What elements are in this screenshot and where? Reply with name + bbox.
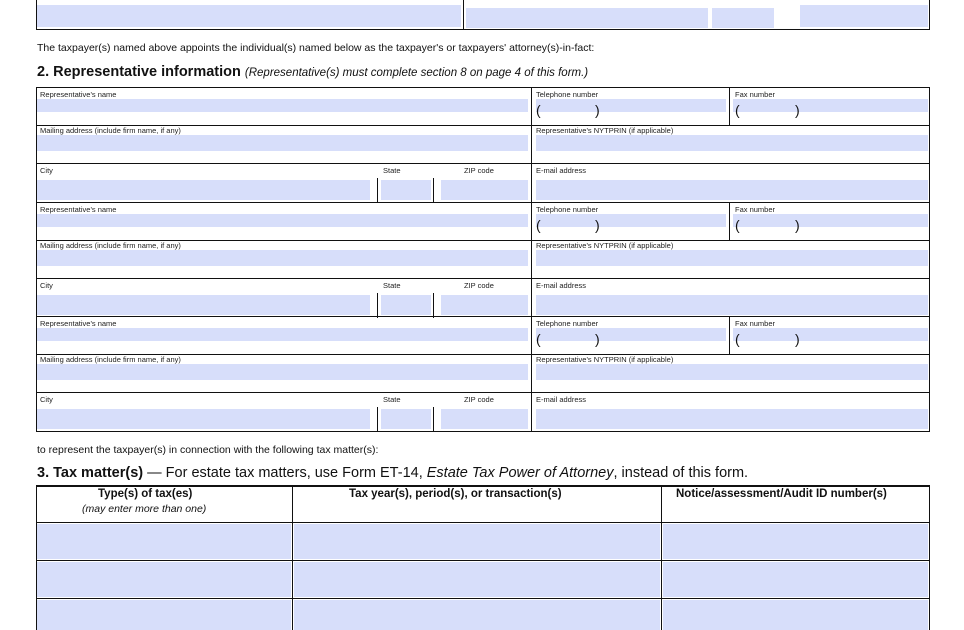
rep-fax-label: Fax number bbox=[735, 205, 776, 214]
tax-matter-row bbox=[0, 560, 964, 598]
rep-fax-field[interactable] bbox=[733, 328, 928, 341]
divider bbox=[531, 202, 532, 318]
divider bbox=[661, 485, 662, 630]
rep-zip-label: ZIP code bbox=[464, 281, 494, 290]
fax-paren-close: ) bbox=[795, 217, 800, 233]
tax-type-field[interactable] bbox=[37, 600, 291, 630]
rep-telephone-label: Telephone number bbox=[536, 319, 599, 328]
rep-zip-label: ZIP code bbox=[464, 166, 494, 175]
phone-paren-open: ( bbox=[536, 217, 541, 233]
section3-title: 3. Tax matter(s) bbox=[37, 465, 144, 481]
notice-number-field[interactable] bbox=[663, 562, 928, 597]
divider bbox=[292, 485, 293, 630]
rep-fax-label: Fax number bbox=[735, 90, 776, 99]
divider bbox=[729, 202, 730, 240]
rep-telephone-field[interactable] bbox=[536, 99, 726, 112]
rep-state-label: State bbox=[383, 395, 401, 404]
rep-email-label: E-mail address bbox=[536, 281, 587, 290]
section3-heading bbox=[37, 465, 748, 481]
divider bbox=[929, 202, 930, 318]
divider bbox=[36, 392, 930, 393]
rep-city-label: City bbox=[40, 166, 53, 175]
rep-nytprin-field[interactable] bbox=[536, 364, 928, 380]
tax-type-field[interactable] bbox=[37, 524, 291, 559]
section2-title: 2. Representative information bbox=[37, 64, 241, 80]
rep-zip-field[interactable] bbox=[441, 295, 528, 315]
intro-text: The taxpayer(s) named above appoints the individual(s) named below as the taxpayer's or taxpayers' attorney(s)-in-fact: bbox=[37, 42, 595, 54]
rep-nytprin-label: Representative's NYTPRIN (if applicable) bbox=[536, 355, 674, 364]
divider bbox=[36, 316, 930, 317]
rep-city-field[interactable] bbox=[37, 409, 370, 429]
divider bbox=[433, 407, 434, 432]
rep-mailing-label: Mailing address (include firm name, if any) bbox=[40, 126, 181, 135]
divider bbox=[433, 293, 434, 318]
rep-name-field[interactable] bbox=[37, 99, 528, 112]
phone-paren-open: ( bbox=[536, 102, 541, 118]
divider bbox=[36, 240, 930, 241]
rep-state-field[interactable] bbox=[381, 295, 431, 315]
divider bbox=[36, 202, 930, 203]
divider bbox=[36, 316, 37, 432]
divider bbox=[36, 29, 930, 30]
divider bbox=[36, 485, 37, 630]
rep-email-field[interactable] bbox=[536, 295, 928, 315]
notice-number-field[interactable] bbox=[663, 524, 928, 559]
representative-block bbox=[0, 202, 964, 318]
fax-paren-close: ) bbox=[795, 102, 800, 118]
section2-note: (Representative(s) must complete section 8 on page 4 of this form.) bbox=[244, 67, 589, 79]
divider bbox=[377, 178, 378, 203]
rep-zip-field[interactable] bbox=[441, 409, 528, 429]
phone-paren-close: ) bbox=[595, 331, 600, 347]
divider bbox=[929, 316, 930, 432]
divider bbox=[729, 316, 730, 354]
rep-state-field[interactable] bbox=[381, 180, 431, 200]
rep-fax-field[interactable] bbox=[733, 214, 928, 227]
rep-name-field[interactable] bbox=[37, 214, 528, 227]
divider bbox=[433, 178, 434, 203]
phone-paren-close: ) bbox=[595, 102, 600, 118]
fax-paren-open: ( bbox=[735, 102, 740, 118]
section3-form-title: Estate Tax Power of Attorney bbox=[426, 465, 614, 481]
col-header-tax-period: Tax year(s), period(s), or transaction(s) bbox=[349, 488, 562, 500]
notice-number-field[interactable] bbox=[663, 600, 928, 630]
rep-name-label: Representative's name bbox=[40, 319, 117, 328]
rep-mailing-label: Mailing address (include firm name, if any) bbox=[40, 355, 181, 364]
rep-name-label: Representative's name bbox=[40, 205, 117, 214]
divider bbox=[36, 485, 930, 487]
divider bbox=[36, 0, 37, 29]
rep-city-field[interactable] bbox=[37, 180, 370, 200]
divider bbox=[36, 278, 930, 279]
divider bbox=[929, 87, 930, 203]
divider bbox=[36, 87, 37, 203]
section3-text: — For estate tax matters, use Form ET-14, bbox=[143, 465, 427, 481]
rep-nytprin-label: Representative's NYTPRIN (if applicable) bbox=[536, 241, 674, 250]
tax-type-field[interactable] bbox=[37, 562, 291, 597]
rep-city-label: City bbox=[40, 281, 53, 290]
rep-city-field[interactable] bbox=[37, 295, 370, 315]
rep-state-label: State bbox=[383, 281, 401, 290]
divider bbox=[36, 87, 930, 88]
col-header-tax-type: Type(s) of tax(es) bbox=[98, 488, 193, 500]
divider bbox=[531, 316, 532, 432]
section2-heading bbox=[37, 64, 588, 80]
col-header-notice-number: Notice/assessment/Audit ID number(s) bbox=[676, 488, 887, 500]
tax-matter-row bbox=[0, 522, 964, 560]
rep-fax-label: Fax number bbox=[735, 319, 776, 328]
phone-paren-close: ) bbox=[595, 217, 600, 233]
divider bbox=[729, 87, 730, 125]
representative-block bbox=[0, 87, 964, 203]
rep-telephone-label: Telephone number bbox=[536, 90, 599, 99]
rep-fax-field[interactable] bbox=[733, 99, 928, 112]
phone-paren-open: ( bbox=[536, 331, 541, 347]
rep-email-label: E-mail address bbox=[536, 395, 587, 404]
fax-paren-open: ( bbox=[735, 331, 740, 347]
col-header-tax-type-note: (may enter more than one) bbox=[82, 503, 207, 515]
rep-mailing-field[interactable] bbox=[37, 364, 528, 380]
rep-email-field[interactable] bbox=[536, 180, 928, 200]
representative-block bbox=[0, 316, 964, 432]
tax-period-field[interactable] bbox=[294, 562, 660, 597]
divider bbox=[36, 202, 37, 318]
section1-field-a[interactable] bbox=[37, 5, 461, 27]
divider bbox=[929, 0, 930, 29]
fax-paren-open: ( bbox=[735, 217, 740, 233]
divider bbox=[463, 0, 464, 29]
divider bbox=[377, 407, 378, 432]
section1-field-c[interactable] bbox=[712, 8, 774, 28]
divider bbox=[36, 125, 930, 126]
rep-mailing-field[interactable] bbox=[37, 250, 528, 266]
rep-city-label: City bbox=[40, 395, 53, 404]
section3-text-end: , instead of this form. bbox=[613, 465, 749, 481]
rep-telephone-label: Telephone number bbox=[536, 205, 599, 214]
rep-mailing-label: Mailing address (include firm name, if any) bbox=[40, 241, 181, 250]
tax-period-field[interactable] bbox=[294, 524, 660, 559]
divider bbox=[36, 354, 930, 355]
fax-paren-close: ) bbox=[795, 331, 800, 347]
rep-state-label: State bbox=[383, 166, 401, 175]
divider bbox=[36, 431, 930, 432]
rep-zip-field[interactable] bbox=[441, 180, 528, 200]
rep-email-field[interactable] bbox=[536, 409, 928, 429]
divider bbox=[929, 485, 930, 630]
rep-email-label: E-mail address bbox=[536, 166, 587, 175]
rep-nytprin-field[interactable] bbox=[536, 135, 928, 151]
rep-telephone-field[interactable] bbox=[536, 328, 726, 341]
divider bbox=[36, 163, 930, 164]
section1-field-d[interactable] bbox=[800, 5, 928, 27]
rep-name-field[interactable] bbox=[37, 328, 528, 341]
represent-text: to represent the taxpayer(s) in connection with the following tax matter(s): bbox=[37, 444, 379, 456]
rep-mailing-field[interactable] bbox=[37, 135, 528, 151]
tax-period-field[interactable] bbox=[294, 600, 660, 630]
rep-name-label: Representative's name bbox=[40, 90, 117, 99]
rep-zip-label: ZIP code bbox=[464, 395, 494, 404]
tax-matter-row bbox=[0, 598, 964, 630]
rep-nytprin-label: Representative's NYTPRIN (if applicable) bbox=[536, 126, 674, 135]
section1-field-b[interactable] bbox=[466, 8, 708, 28]
rep-state-field[interactable] bbox=[381, 409, 431, 429]
rep-telephone-field[interactable] bbox=[536, 214, 726, 227]
divider bbox=[531, 87, 532, 203]
divider bbox=[377, 293, 378, 318]
rep-nytprin-field[interactable] bbox=[536, 250, 928, 266]
